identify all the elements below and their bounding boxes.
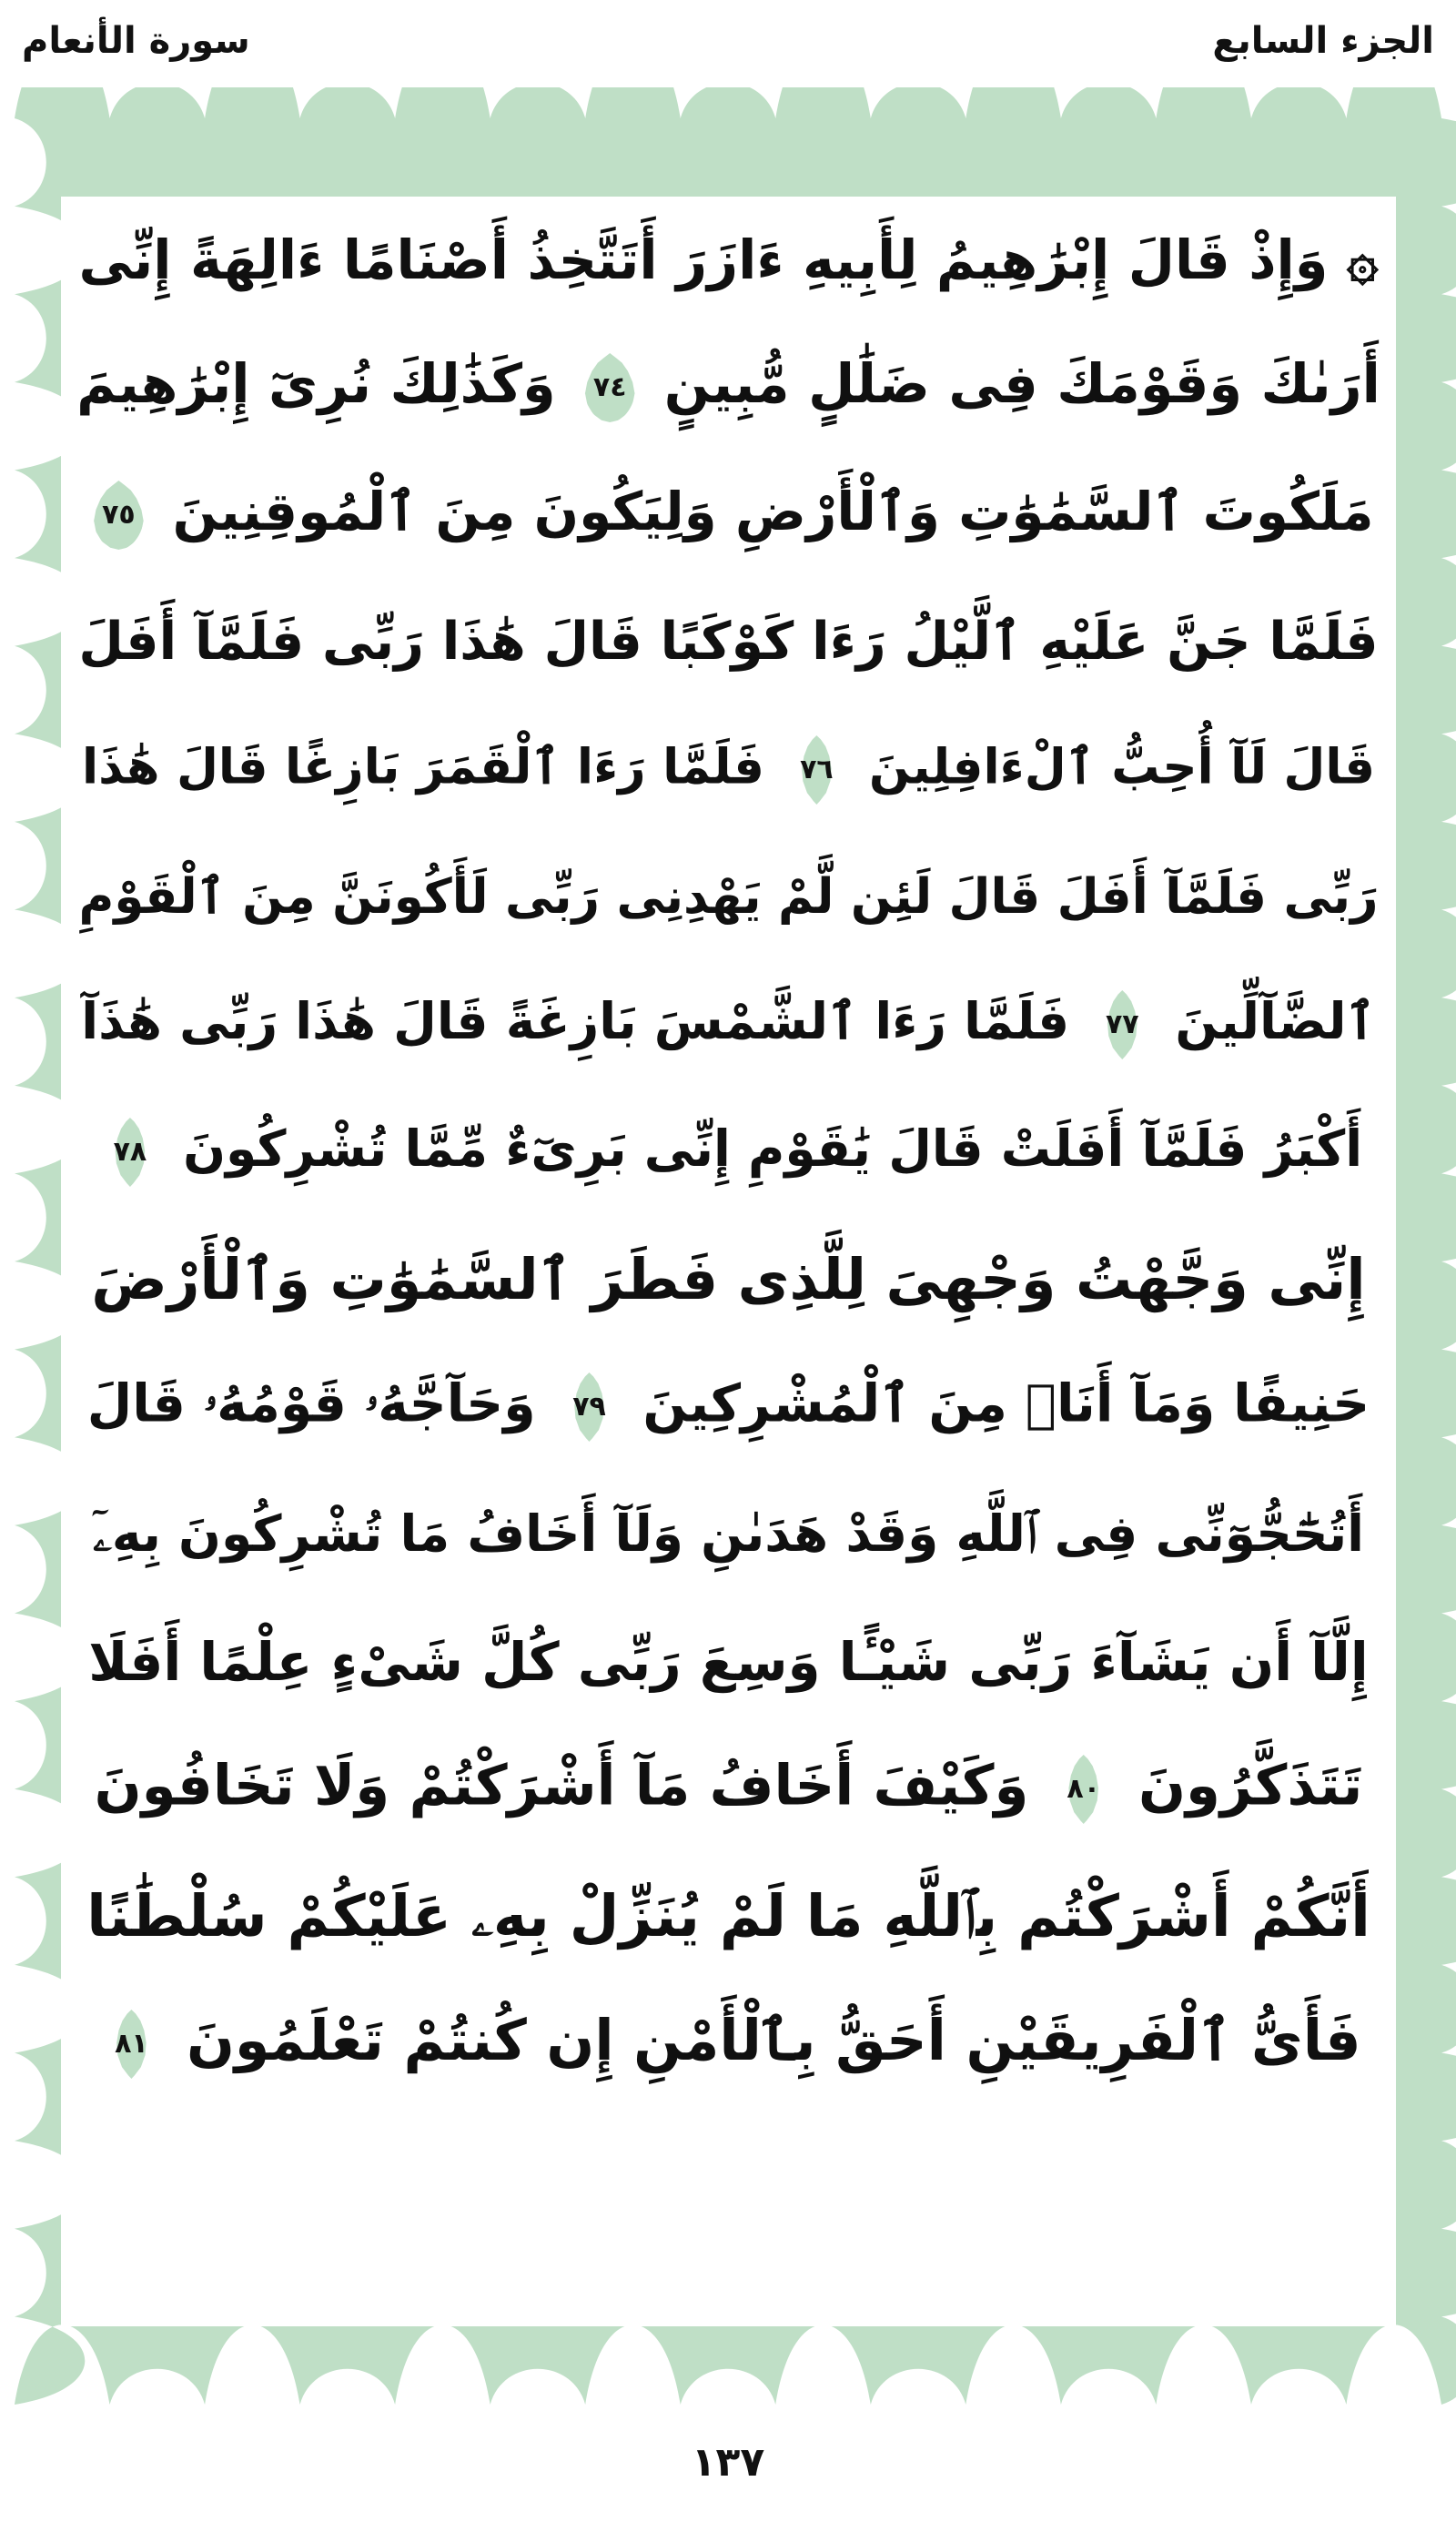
quran-line xyxy=(61,579,1396,706)
quran-line-text xyxy=(95,1755,1363,1824)
ayah-number-marker xyxy=(105,2010,157,2079)
quran-line xyxy=(61,324,1396,451)
quran-text-segment: إِنِّى وَجَّهْتُ وَجْهِىَ لِلَّذِى فَطَرَ ٱلسَّمَٰوَٰتِ وَٱلْأَرْضَ xyxy=(91,1246,1366,1313)
quran-line xyxy=(61,1216,1396,1343)
ayah-number: ٧٩ xyxy=(572,1391,606,1423)
surah-running-head: سورة الأنعام xyxy=(22,20,250,62)
ayah-number: ٨٠ xyxy=(1067,1773,1101,1805)
quran-line-text xyxy=(87,1372,1370,1442)
quran-line-text xyxy=(76,353,1380,422)
quran-text-segment: وَكَيْفَ أَخَافُ مَآ أَشْرَكْتُمْ وَلَا تَخَافُونَ xyxy=(94,1753,1048,1818)
quran-line-text xyxy=(95,1118,1362,1187)
quran-line xyxy=(61,1089,1396,1216)
quran-text-segment: فَلَمَّا رَءَا ٱلشَّمْسَ بَازِغَةً قَالَ هَٰذَا رَبِّى هَٰذَآ xyxy=(81,992,1087,1051)
quran-text-segment: فَلَمَّا رَءَا ٱلْقَمَرَ بَازِغًا قَالَ هَٰذَا xyxy=(81,739,782,795)
quran-text-segment: أَنَّكُمْ أَشْرَكْتُم بِٱللَّهِ مَا لَمْ يُنَزِّلْ بِهِۦ عَلَيْكُمْ سُلْطَٰنًا xyxy=(86,1882,1370,1950)
quran-text-segment: تَتَذَكَّرُونَ xyxy=(1118,1753,1363,1818)
ayah-number: ٧٨ xyxy=(113,1136,147,1168)
quran-line-text xyxy=(81,990,1376,1059)
ayah-number: ٧٤ xyxy=(592,371,627,403)
ayah-number-marker xyxy=(92,481,145,550)
quran-line-text xyxy=(91,1246,1366,1313)
quran-text-segment: حَنِيفًا وَمَآ أَنَا۠ مِنَ ٱلْمُشْرِكِينَ xyxy=(624,1373,1370,1434)
ayah-number-marker xyxy=(790,735,843,805)
quran-line xyxy=(61,1343,1396,1471)
quran-line-text xyxy=(78,228,1379,292)
juz-running-head: الجزء السابع xyxy=(1212,20,1434,62)
ayah-number: ٨١ xyxy=(115,2028,148,2060)
quran-text-segment: ۞ وَإِذْ قَالَ إِبْرَٰهِيمُ لِأَبِيهِ ءَازَرَ أَتَتَّخِذُ أَصْنَامًا ءَالِهَةً إِنِّى xyxy=(78,228,1379,292)
quran-line xyxy=(61,1471,1396,1598)
ayah-number-marker xyxy=(104,1118,157,1187)
ayah-number: ٧٥ xyxy=(102,499,136,531)
quran-line xyxy=(61,1598,1396,1726)
quran-line-text xyxy=(78,869,1379,926)
ayah-number: ٧٧ xyxy=(1105,1008,1139,1040)
quran-line-text xyxy=(86,1882,1370,1950)
quran-text-segment: إِلَّآ أَن يَشَآءَ رَبِّى شَيْـًٔا وَسِعَ رَبِّى كُلَّ شَىْءٍ عِلْمًا أَفَلَا xyxy=(88,1630,1369,1693)
quran-text-segment: أَرَىٰكَ وَقَوْمَكَ فِى ضَلَٰلٍ مُّبِينٍ xyxy=(645,352,1380,416)
quran-line-text xyxy=(83,481,1373,550)
quran-line-text xyxy=(88,1630,1369,1693)
quran-line-text xyxy=(96,2007,1361,2079)
quran-text-segment: فَأَىُّ ٱلْفَرِيقَيْنِ أَحَقُّ بِٱلْأَمْنِ إِن كُنتُمْ تَعْلَمُونَ xyxy=(167,2007,1361,2074)
quran-text-block xyxy=(61,197,1396,2326)
ayah-number-marker xyxy=(563,1372,616,1442)
quran-line xyxy=(61,1726,1396,1853)
ayah-number-marker xyxy=(583,353,636,422)
ayah-number-marker xyxy=(1057,1755,1110,1824)
quran-text-segment: ٱلضَّآلِّينَ xyxy=(1158,992,1376,1051)
quran-text-segment: وَحَآجَّهُۥ قَوْمُهُۥ قَالَ xyxy=(86,1373,554,1434)
page-number: ١٣٧ xyxy=(691,2439,765,2486)
quran-text-segment: رَبِّى فَلَمَّآ أَفَلَ قَالَ لَئِن لَّمْ يَهْدِنِى رَبِّى لَأَكُونَنَّ مِنَ ٱلْقَوْمِ xyxy=(78,869,1379,926)
quran-line xyxy=(61,197,1396,324)
quran-line xyxy=(61,961,1396,1089)
quran-text-segment: أَتُحَٰٓجُّوٓنِّى فِى ٱللَّهِ وَقَدْ هَدَىٰنِ وَلَآ أَخَافُ مَا تُشْرِكُونَ بِهِۦٓ xyxy=(93,1504,1365,1564)
quran-line xyxy=(61,451,1396,579)
quran-text-segment: فَلَمَّا جَنَّ عَلَيْهِ ٱلَّيْلُ رَءَا كَوْكَبًا قَالَ هَٰذَا رَبِّى فَلَمَّآ أَفَلَ xyxy=(78,612,1379,673)
quran-line-text xyxy=(82,735,1375,805)
ayah-number-marker xyxy=(1096,990,1148,1059)
quran-line-text xyxy=(93,1504,1365,1564)
quran-line xyxy=(61,834,1396,961)
quran-text-segment: قَالَ لَآ أُحِبُّ ٱلْءَافِلِينَ xyxy=(852,739,1376,795)
quran-text-segment: وَكَذَٰلِكَ نُرِىٓ إِبْرَٰهِيمَ xyxy=(76,352,575,416)
quran-text-segment: مَلَكُوتَ ٱلسَّمَٰوَٰتِ وَٱلْأَرْضِ وَلِيَكُونَ مِنَ ٱلْمُوقِنِينَ xyxy=(154,481,1374,543)
quran-line xyxy=(61,706,1396,834)
quran-line-text xyxy=(78,612,1379,673)
quran-line xyxy=(61,1980,1396,2108)
ayah-number: ٧٦ xyxy=(800,754,834,785)
quran-line xyxy=(61,1853,1396,1980)
quran-text-segment: أَكْبَرُ فَلَمَّآ أَفَلَتْ قَالَ يَٰقَوْمِ إِنِّى بَرِىٓءٌ مِّمَّا تُشْرِكُونَ xyxy=(165,1119,1363,1179)
